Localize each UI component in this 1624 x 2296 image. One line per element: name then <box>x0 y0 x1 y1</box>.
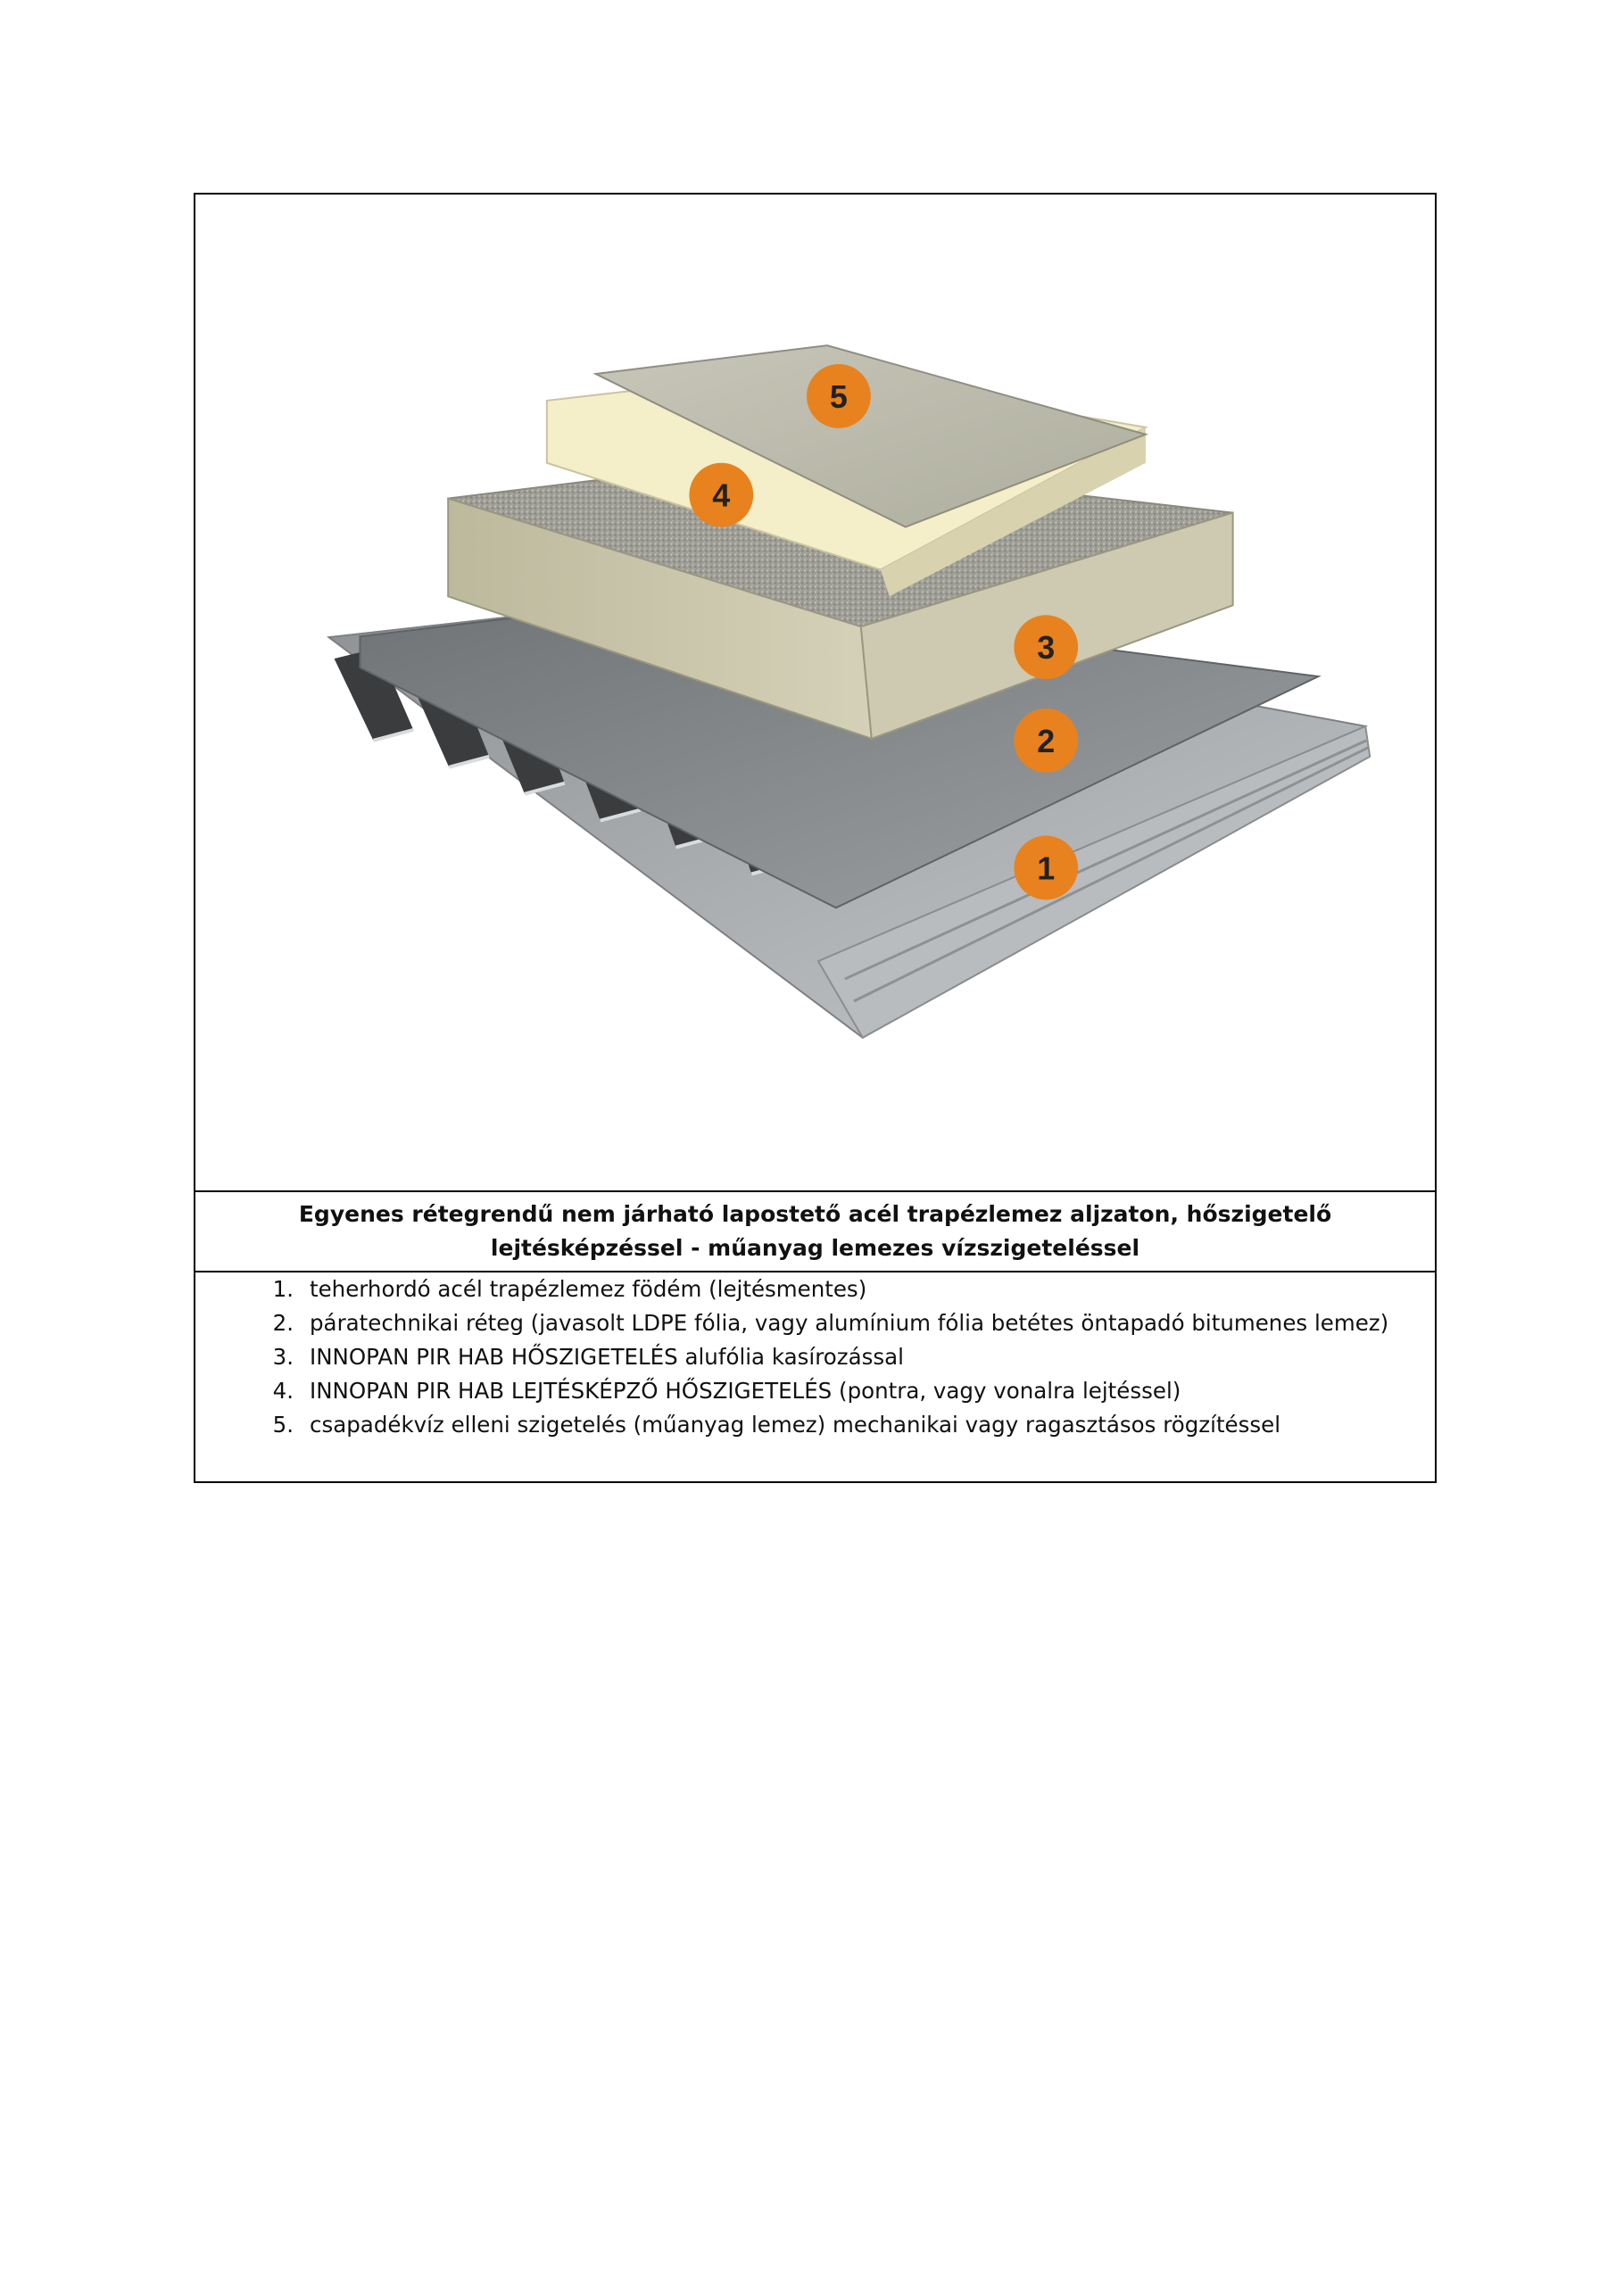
caption-title: Egyenes rétegrendű nem járható lapostető acél trapézlemez aljzaton, hőszigetelő lejtésképzéssel - műanyag lemezes vízszigeteléssel <box>298 1201 1332 1261</box>
list-item-text: páratechnikai réteg (javasolt LDPE fólia, vagy alumínium fólia betétes öntapadó bitumenes lemez) <box>310 1310 1389 1336</box>
list-item-text: csapadékvíz elleni szigetelés (műanyag lemez) mechanikai vagy ragasztásos rögzítéssel <box>310 1412 1281 1438</box>
roof-layers-svg <box>195 195 1435 1190</box>
marker-5 <box>807 364 871 428</box>
marker-5-label: 5 <box>829 378 848 415</box>
marker-1-label: 1 <box>1037 850 1056 887</box>
marker-2 <box>1014 709 1078 773</box>
list-item <box>195 1306 1435 1340</box>
list-item-number: 5. <box>272 1412 294 1438</box>
list-item <box>195 1408 1435 1442</box>
roof-layers-illustration <box>195 195 1435 1190</box>
list-item-number: 4. <box>272 1378 294 1404</box>
marker-4 <box>689 463 753 527</box>
marker-4-label: 4 <box>712 477 731 514</box>
list-item-number: 2. <box>272 1310 294 1336</box>
list-item-text: INNOPAN PIR HAB HŐSZIGETELÉS alufólia kasírozással <box>310 1344 904 1370</box>
list-item-text: INNOPAN PIR HAB LEJTÉSKÉPZŐ HŐSZIGETELÉS (pontra, vagy vonalra lejtéssel) <box>310 1378 1181 1404</box>
marker-3-label: 3 <box>1037 630 1056 667</box>
list-item <box>195 1340 1435 1374</box>
marker-1 <box>1014 836 1078 900</box>
list-item <box>195 1272 1435 1306</box>
layer-list <box>195 1272 1435 1481</box>
list-item-number: 3. <box>272 1344 294 1370</box>
list-item <box>195 1374 1435 1408</box>
list-item-text: teherhordó acél trapézlemez födém (lejtésmentes) <box>310 1276 867 1302</box>
marker-3 <box>1014 615 1078 679</box>
list-item-number: 1. <box>272 1276 294 1302</box>
document-frame <box>194 193 1437 1483</box>
figure-caption <box>195 1190 1435 1272</box>
marker-2-label: 2 <box>1037 723 1056 759</box>
